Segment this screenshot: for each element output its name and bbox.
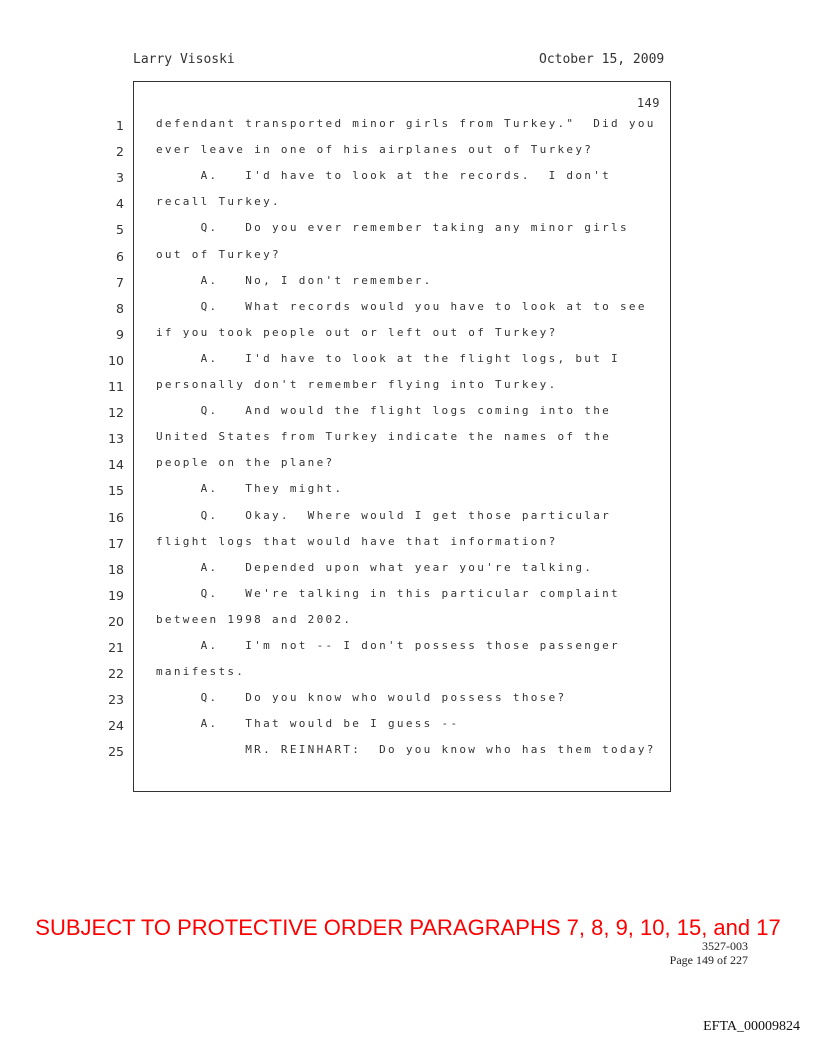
transcript-line: recall Turkey. [156,195,281,208]
line-number: 15 [108,483,124,498]
deposition-date: October 15, 2009 [539,52,665,67]
line-number: 17 [108,536,124,551]
line-number: 25 [108,744,124,759]
transcript-line: manifests. [156,665,246,678]
line-number: 19 [108,588,124,603]
transcript-line: flight logs that would have that information? [156,535,558,548]
transcript-line: A. Depended upon what year you're talking. [156,561,594,574]
protective-order-legend: SUBJECT TO PROTECTIVE ORDER PARAGRAPHS 7, 8, 9, 10, 15, and 17 [35,915,781,940]
line-number: 7 [116,275,124,290]
line-number: 3 [116,170,124,185]
bates-number: EFTA_00009824 [703,1019,800,1034]
case-number: 3527-003 [702,939,748,953]
line-number: 21 [108,640,124,655]
transcript-line: Q. And would the flight logs coming into the [156,404,612,417]
line-number: 5 [116,222,124,237]
line-number: 12 [108,405,124,420]
transcript-line: A. That would be I guess -- [156,717,460,730]
transcript-line: United States from Turkey indicate the names of the [156,430,612,443]
transcript-line: A. I'm not -- I don't possess those passenger [156,639,620,652]
transcript-line: A. They might. [156,482,344,495]
transcript-line: personally don't remember flying into Turkey. [156,378,558,391]
line-number: 6 [116,249,124,264]
line-number: 9 [116,327,124,342]
transcript-line: Q. What records would you have to look at to see [156,300,647,313]
transcript-line: Q. Okay. Where would I get those particular [156,509,612,522]
line-number: 23 [108,692,124,707]
line-number: 11 [108,379,124,394]
transcript-line: A. I'd have to look at the records. I don't [156,169,612,182]
transcript-line: out of Turkey? [156,248,281,261]
line-number: 18 [108,562,124,577]
page-of-total: Page 149 of 227 [669,953,748,967]
line-number: 14 [108,457,124,472]
transcript-line: people on the plane? [156,456,335,469]
line-number: 16 [108,510,124,525]
transcript-line: A. I'd have to look at the flight logs, but I [156,352,620,365]
transcript-line: Q. Do you know who would possess those? [156,691,567,704]
deponent-name: Larry Visoski [133,52,235,67]
line-number: 22 [108,666,124,681]
line-number: 1 [116,118,124,133]
line-number: 20 [108,614,124,629]
transcript-line: A. No, I don't remember. [156,274,433,287]
line-number: 2 [116,144,124,159]
line-number: 13 [108,431,124,446]
transcript-page-number: 149 [636,96,660,110]
transcript-line: if you took people out or left out of Turkey? [156,326,558,339]
line-number: 10 [108,353,124,368]
transcript-line: defendant transported minor girls from Turkey." Did you [156,117,656,130]
transcript-line: between 1998 and 2002. [156,613,353,626]
transcript-line: Q. Do you ever remember taking any minor girls [156,221,629,234]
line-number: 24 [108,718,124,733]
transcript-line: Q. We're talking in this particular complaint [156,587,620,600]
line-number: 4 [116,196,124,211]
transcript-line: ever leave in one of his airplanes out of Turkey? [156,143,594,156]
transcript-line: MR. REINHART: Do you know who has them today? [156,743,656,756]
line-number: 8 [116,301,124,316]
